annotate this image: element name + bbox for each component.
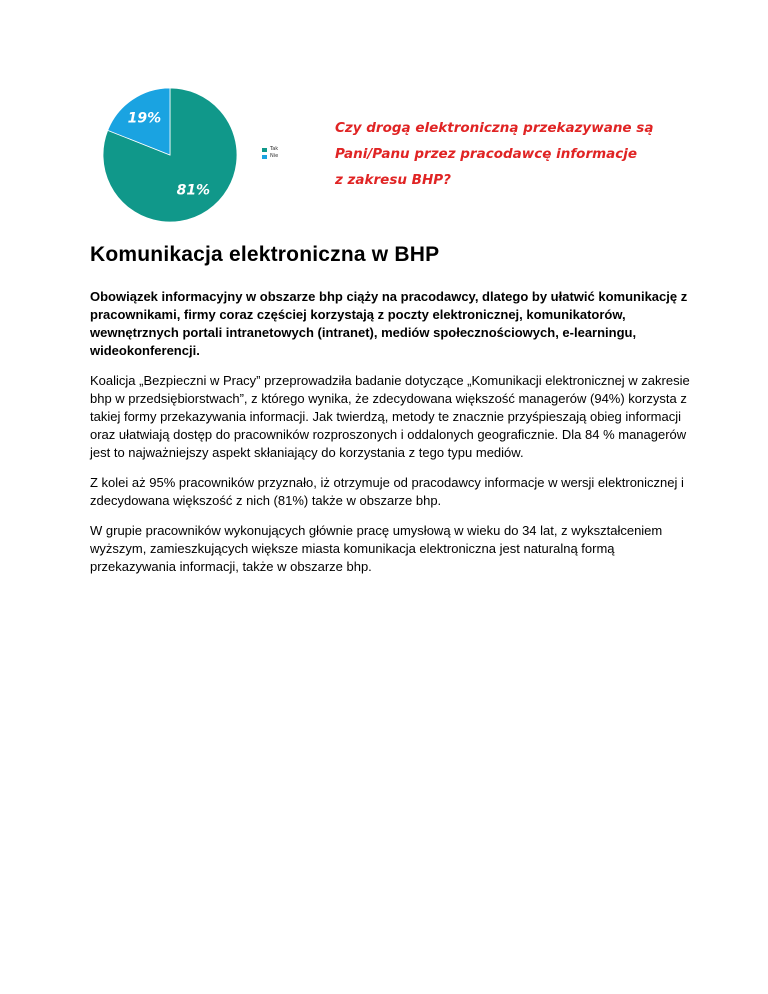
legend-swatch-tak — [262, 148, 267, 152]
legend-item-nie — [262, 153, 278, 160]
legend-label-nie: Nie — [270, 153, 279, 159]
pie-label-nie: 19% — [127, 110, 162, 127]
survey-question-line-2: Pani/Panu przez pracodawcę informacje — [335, 146, 638, 162]
article-paragraph-3: W grupie pracowników wykonujących głównie pracę umysłową w wieku do 34 lat, z wykształceniem wyższym, zamieszkujących większe miasta komunikacja elektroniczna jest naturalną formą przekazywania informacji, także w obszarze bhp. — [90, 523, 663, 574]
article-body — [90, 288, 690, 588]
article-paragraph-1: Koalicja „Bezpieczni w Pracy” przeprowadziła badanie dotyczące „Komunikacji elektronicznej w zakresie bhp w przedsiębiorstwach”, z którego wynika, że zdecydowana większość managerów (94%) korzysta z takiej formy przekazywania informacji. Jak twierdzą, metody te znacznie przyśpieszają obieg informacji oraz ułatwiają dostęp do pracowników rozproszonych i oddalonych geograficznie. Dla 84 % managerów jest to najważniejszy aspekt skłaniający do korzystania z tego typu mediów. — [90, 373, 690, 460]
legend-swatch-nie — [262, 155, 267, 159]
article-heading: Komunikacja elektroniczna w BHP — [90, 243, 440, 266]
pie-chart — [90, 85, 250, 225]
pie-label-tak: 81% — [176, 182, 211, 199]
article-lead-paragraph: Obowiązek informacyjny w obszarze bhp ciąży na pracodawcy, dlatego by ułatwić komunikację z pracownikami, firmy coraz częściej korzystają z poczty elektronicznej, komunikatorów, wewnętrznych portali intranetowych (intranet), mediów społecznościowych, e-learningu, wideokonferencji. — [90, 289, 688, 358]
survey-chart-block — [90, 85, 670, 225]
survey-question-line-1: Czy drogą elektroniczną przekazywane są — [335, 120, 654, 136]
article-paragraph-2: Z kolei aż 95% pracowników przyznało, iż otrzymuje od pracodawcy informacje w wersji elektronicznej i zdecydowana większość z nich (81%) także w obszarze bhp. — [90, 475, 684, 508]
survey-question-line-3: z zakresu BHP? — [335, 172, 451, 188]
chart-legend — [262, 146, 278, 160]
legend-item-tak — [262, 146, 278, 153]
legend-label-tak: Tak — [270, 146, 279, 152]
survey-question — [335, 115, 653, 193]
